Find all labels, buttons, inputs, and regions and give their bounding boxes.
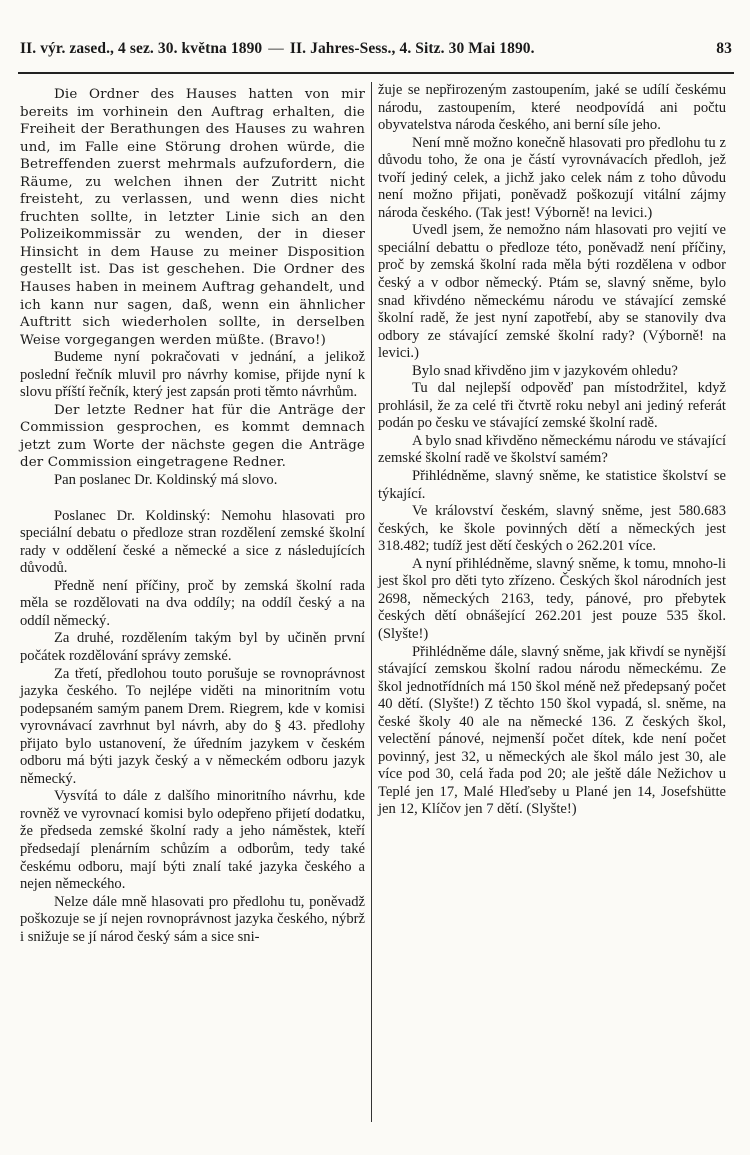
paragraph: A bylo snad křivděno německému národu ve stávající zemské školní radě ve školství samém?: [378, 432, 726, 467]
paragraph: Přihlédněme, slavný sněme, ke statistice školství se týkající.: [378, 468, 726, 502]
paragraph: Za třetí, předlohou touto porušuje se rovnoprávnost jazyka českého. To nejlépe viděti na minoritním votu podepsaném samým panem Drem. Riegrem, kde v komisi vyrovnávací zavrhnut byl návrh, aby do § 43. předlohy přijato bylo ustanovení, že úředním jazykem v českém odboru má býti jazyk český a v německém odboru jazyk německý.: [20, 665, 365, 787]
header-separator: —: [268, 40, 284, 57]
header-right: II. Jahres-Sess., 4. Sitz. 30 Mai 1890.: [289, 40, 535, 57]
header-rule: [18, 72, 734, 74]
page-header: [20, 40, 732, 58]
paragraph: Budeme nyní pokračovati v jednání, a jelikož poslední řečník mluvil pro návrhy komise, přijde nyní k slovu příští řečník, který jest zapsán proti těmto návrhům.: [20, 349, 365, 401]
paragraph: Bylo snad křivděno jim v jazykovém ohledu?: [412, 362, 678, 379]
paragraph: Pan poslanec Dr. Koldinský má slovo.: [54, 472, 278, 489]
paragraph: Die Ordner des Hauses hatten von mir bereits im vorhinein den Auftrag erhalten, die Freiheit der Berathungen des Hauses zu wahren und, im Falle eine Störung drohen würde, die Betreffenden zuerst mehrmals aufzufordern, die Räume, zu welchen ihnen der Zutritt nicht freisteht, zu verlassen, und wenn dies nicht fruchten sollte, in letzter Linie sich an den Polizeikommissär zu wenden, der in dieser Hinsicht in dem Hause zu meiner Disposition gestellt ist. Das ist geschehen. Die Ordner des Hauses haben in meinem Auftrag gehandelt, und ich kann nur sagen, daß, wenn ein ähnlicher Auftritt sich wiederholen sollte, in derselben Weise vorgegangen werden müßte. (Bravo!): [20, 87, 365, 348]
paragraph: Za druhé, rozdělením takým byl by učiněn první počátek rozdělování správy zemské.: [20, 630, 365, 664]
paragraph: Vysvítá to dále z dalšího minoritního návrhu, kde rovněž ve vyrovnací komisi bylo odepřeno přijetí dodatku, že předseda zemské školní rady a jeho náměstek, kteří předsedají plenárním schůzím a odborům, tedy také českému odboru, mají býti znalí také jazyka českého a nejen německého.: [20, 788, 365, 893]
header-left: II. výr. zased., 4 sez. 30. května 1890: [20, 40, 263, 57]
paragraph: žuje se nepřirozeným zastoupením, jaké se udílí českému národu, zastoupením, které neodpovídá ani počtu obyvatelstva národa českého, ani berní síle jeho.: [378, 82, 726, 134]
paragraph: Tu dal nejlepší odpověď pan místodržitel, když prohlásil, že za celé tři čtvrtě roku nebyl ani jediný referát podán po česku ve stávající zemské školní radě.: [378, 380, 726, 432]
paragraph: Uvedl jsem, že nemožno nám hlasovati pro vejití ve speciální debattu o předloze této, poněvadž není příčiny, proč by zemská školní rada měla býti rozdělena v odbor český a v odbor německý. Ptám se, slavný sněme, bylo snad křivdéno německému národu ve stávající zemské školní radě, že jest nyní zapotřebí, aby se stanovily dva odbory ze stávající zemské školní rady? (Výborně! na levici.): [378, 222, 726, 362]
paragraph: Není mně možno konečně hlasovati pro předlohu tu z důvodu toho, že ona je částí vyrovnávacích předloh, jež tvoří jediný celek, a jichž jako celek nám z toho důvodu není možno přijati, poněvadž poškozují vitální zájmy národa českého. (Tak jest! Výborně! na levici.): [378, 134, 726, 221]
left-column: [20, 86, 365, 946]
paragraph: Ve království českém, slavný sněme, jest 580.683 českých, ke škole povinných dětí a německých jest 318.482; tudíž jest dětí českých o 262.201 více.: [378, 503, 726, 555]
right-column: [371, 82, 726, 1122]
paragraph: Přihlédněme dále, slavný sněme, jak křivdí se nynější stávající zemskou školní radou národu německému. Ze škol jednotřídních má 150 škol méně než předepsaný počet 40 dětí. (Slyšte!) Z těchto 150 škol vypadá, sl. sněme, na české školy 40 ale na německé 136. Z českých škol, velectění pánové, nejmenší počet dítek, kde není počet povinný, jest 32, u německých ale škol málo jest 30, ale více pod 30, celá řada pod 20; ale ještě dále Nežichov u Teplé jen 17, Malé Hleďseby u Plané jen 14, Josefshütte jen 12, Klíčov jen 7 dětí. (Slyšte!): [378, 643, 726, 818]
page-number: 83: [716, 40, 732, 57]
paragraph: Der letzte Redner hat für die Anträge der Commission gesprochen, es kommt demnach jetzt zum Worte der nächste gegen die Anträge der Commission eingetragene Redner.: [20, 402, 365, 471]
paragraph: Předně není příčiny, proč by zemská školní rada měla se rozdělovati na dva oddíly; na oddíl český a na oddíl německý.: [20, 577, 365, 629]
paragraph: A nyní přihlédněme, slavný sněme, k tomu, mnoho-li jest škol pro děti tyto zřízeno. Českých škol národních jest 2698, německých 2163, tedy, pánové, pro přebytek českých dětí obnášející 262.201 jest pouze 535 škol. (Slyšte!): [378, 555, 726, 642]
paragraph: Nelze dále mně hlasovati pro předlohu tu, poněvadž poškozuje se jí nejen rovnoprávnost jazyka českého, nýbrž i snižuje se jí národ český sám a sice sni-: [20, 893, 365, 945]
paragraph: Poslanec Dr. Koldinský: Nemohu hlasovati pro speciální debatu o předloze stran rozdělení zemské školní rady v oddělení české a německé a sice z následujících důvodů.: [20, 507, 365, 577]
